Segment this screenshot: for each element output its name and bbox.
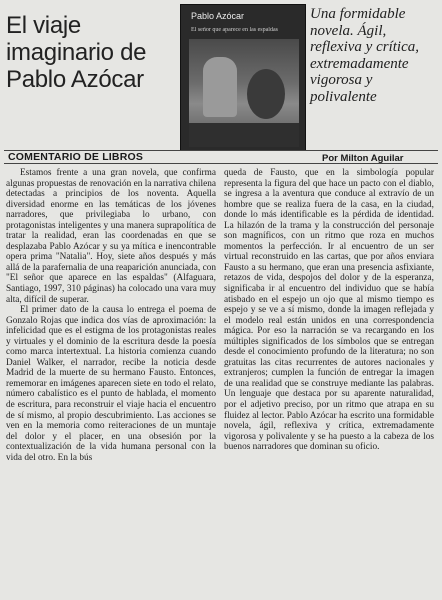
headline-line-1: El viaje	[6, 12, 81, 39]
paragraph: Estamos frente a una gran novela, que confirma algunas propuestas de renovación en la narrativa chilena detectadas a principios de los noventa. Aquella diversidad enorme en las temáticas de los jóvenes narradores, que privilegiaba lo urbano, con protagonistas inteligentes y una manera suprapolítica de tratar la realidad, eran las coordenadas en que se desplazaba Pablo Azócar y su ya mítica e inencontrable opera prima "Natalia". Hoy, siete años después y más allá de la parafernalia de una reaparición anunciada, con "El señor que aparece en las espaldas" (Alfaguara, Santiago, 1997, 310 páginas) ha colocado una vara muy alta, difícil de superar.	[6, 168, 216, 305]
section-label: COMENTARIO DE LIBROS	[8, 151, 144, 163]
cover-title: El señor que aparece en las espaldas	[191, 27, 278, 33]
book-cover-image	[180, 4, 306, 151]
pull-quote: Una formidable novela. Ágil, reflexiva y crítica, extremadamente vigorosa y polivalente	[310, 6, 419, 105]
headline-line-3: Pablo Azócar	[6, 66, 144, 93]
cover-art-shadow	[247, 69, 285, 119]
cover-author: Pablo Azócar	[191, 11, 245, 21]
paragraph: El primer dato de la causa lo entrega el poema de Gonzalo Rojas que indica dos vías de aproximación: la infelicidad que es el estigma de los protagonistas reales y virtuales y el dominio de la escritura desde la poesía como marca intertextual. La historia comienza cuando Daniel Walker, el narrador, recibe la noticia desde Madrid de la muerte de su hermano Fausto. Entonces, rememorar en imágenes aparecen siete en todo el relato, número cabalístico es el punto de hablada, el momento de escritura, para reconstruir el viaje hacia el encuentro de sí mismo, al propio descubrimiento. Las acciones se ven en la memoria como reiteraciones de un muntaje del dolor y el placer, en una obsesión por la contextualización de la vida humana personal con la vida del otro. En la bús	[6, 305, 216, 463]
article-headline	[6, 12, 176, 93]
cover-art-ground	[189, 123, 299, 147]
headline-line-2: imaginario de	[6, 39, 147, 66]
cover-artwork	[189, 39, 299, 147]
body-column-right	[224, 168, 434, 453]
paragraph: queda de Fausto, que en la simbología popular representa la figura del que hace un pacto con el diablo, se ingresa a la aventura que conduce al extravío de un hombre que se realiza fuera de la casa, en la ciudad, donde lo más identificable es la pérdida de identidad. La hilazón de la trama y la construcción del personaje son magníficos, con un ritmo que roza en muchos momentos la perfección. Ir al encuentro de un ser virtual reconstruido en las cartas, que por años enviara Fausto a su hermano, que eran una presencia asfixiante, retazos de vida, despojos del dolor y de la esperanza, significaba ir al encuentro del individuo que se había atisbado en el espejo un ojo que al mismo tiempo es espejo y se ve a sí mismo, donde la imagen reflejada y el modelo real están unidos en una correspondencia mágica. Por eso la narración se va recargando en los múltiples significados de los símbolos que se entregan desde el conocimiento profundo de la literatura; no son gratuitas las citas recurrentes de autores nacionales y extranjeros; cumplen la función de entregar la imagen de una realidad que se construye mediante las palabras. Un lenguaje que destaca por su aparente naturalidad, por el adjetivo preciso, por un ritmo que atrapa en su fluidez al lector. Pablo Azócar ha escrito una formidable novela, ágil, reflexiva y crítica, extremadamente vigorosa y polivalente y se ha puesto a la cabeza de los buenos narradores que dominan su oficio.	[224, 168, 434, 453]
cover-art-figure	[203, 57, 237, 117]
author-byline: Por Milton Aguilar	[322, 153, 404, 164]
body-column-left	[6, 168, 216, 463]
